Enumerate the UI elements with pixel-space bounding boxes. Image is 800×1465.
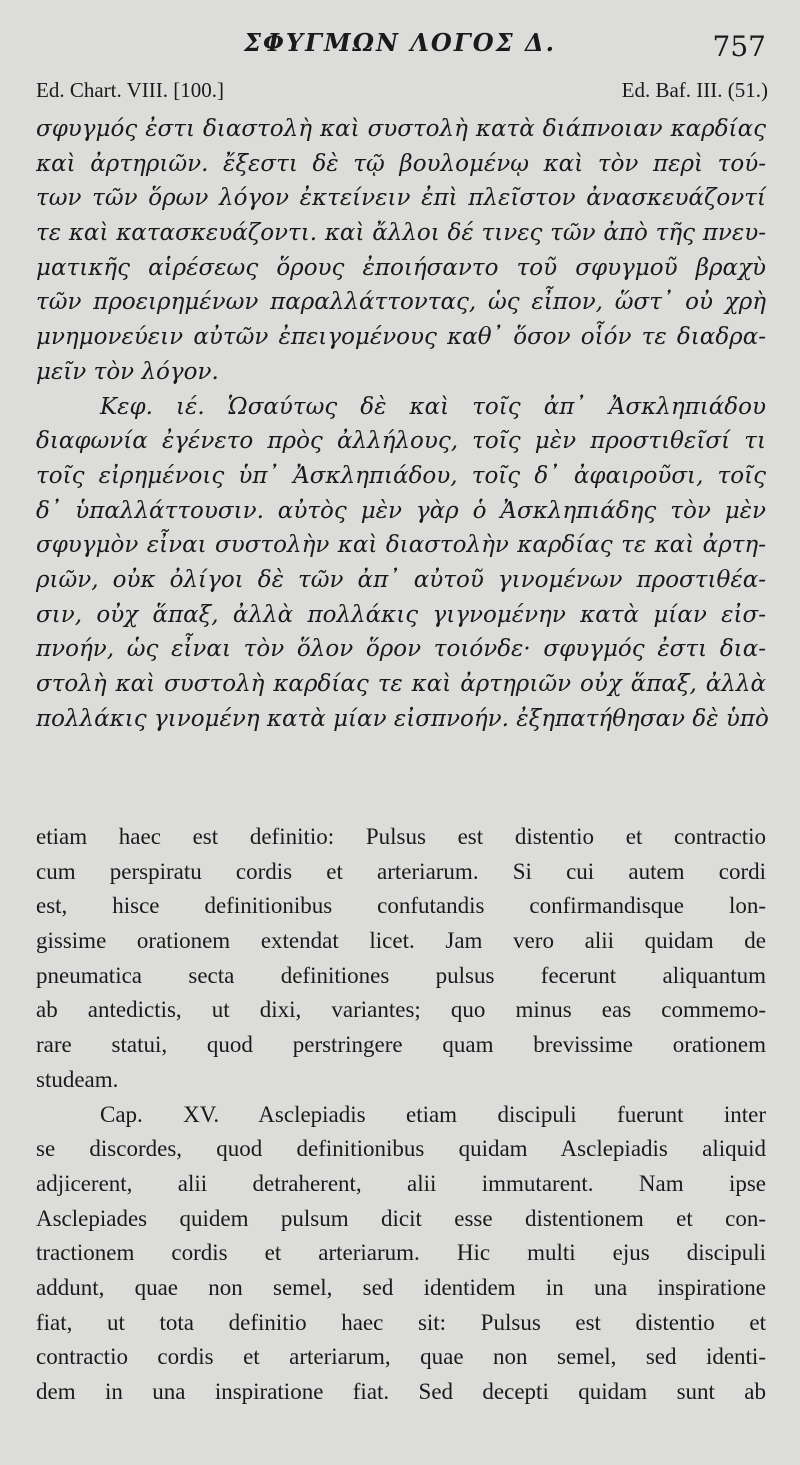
latin-text-line: gissime orationem extendat licet. Jam vero alii quidam de bbox=[36, 928, 766, 954]
latin-text-line: est, hisce definitionibus confutandis confirmandisque lon- bbox=[36, 893, 766, 919]
latin-text-line: dem in una inspiratione fiat. Sed decepti quidam sunt ab bbox=[36, 1379, 766, 1404]
greek-text-line: δ᾽ ὑπαλλάττουσιν. αὐτὸς μὲν γὰρ ὁ Ἀσκληπιάδης τὸν μὲν bbox=[36, 497, 766, 524]
greek-text-line: σφυγμὸν εἶναι συστολὴν καὶ διαστολὴν καρδίας τε καὶ ἀρτη- bbox=[36, 532, 766, 559]
greek-text-line: διαφωνία ἐγένετο πρὸς ἀλλήλους, τοῖς μὲν προστιθεῖσί τι bbox=[36, 428, 766, 455]
edition-reference-left: Ed. Chart. VIII. [100.] bbox=[36, 78, 224, 102]
greek-text-line: Κεφ. ιέ. Ὡσαύτως δὲ καὶ τοῖς ἀπ᾽ Ἀσκληπιάδου bbox=[100, 393, 766, 420]
greek-text-line: στολὴ καὶ συστολὴ καρδίας τε καὶ ἀρτηριῶν οὐχ ἅπαξ, ἀλλὰ bbox=[36, 671, 766, 697]
greek-text-line: καὶ ἀρτηριῶν. ἔξεστι δὲ τῷ βουλομένῳ καὶ τὸν περὶ τού- bbox=[36, 150, 766, 177]
latin-text-line: rare statui, quod perstringere quam brevissime orationem bbox=[36, 1032, 766, 1058]
greek-text-line: ριῶν, οὐκ ὀλίγοι δὲ τῶν ἀπ᾽ αὐτοῦ γινομένων προστιθέα- bbox=[36, 566, 766, 593]
greek-text-line: τοῖς εἰρημένοις ὑπ᾽ Ἀσκληπιάδου, τοῖς δ᾽ ἀφαιροῦσι, τοῖς bbox=[36, 462, 766, 489]
greek-text-line: μνημονεύειν αὐτῶν ἐπειγομένους καθ᾽ ὅσον οἷόν τε διαδρα- bbox=[36, 324, 766, 351]
greek-text-line: τῶν προειρημένων παραλλάττοντας, ὡς εἶπον, ὥστ᾽ οὐ χρὴ bbox=[36, 289, 766, 316]
latin-text-line: se discordes, quod definitionibus quidam Asclepiadis aliquid bbox=[36, 1136, 766, 1162]
edition-reference-right: Ed. Baf. III. (51.) bbox=[621, 78, 768, 102]
edition-references bbox=[36, 78, 768, 103]
latin-text-line: contractio cordis et arteriarum, quae non semel, sed identi- bbox=[36, 1344, 766, 1370]
latin-text-line: Cap. XV. Asclepiadis etiam discipuli fuerunt inter bbox=[100, 1101, 766, 1127]
latin-text-line: cum perspiratu cordis et arteriarum. Si cui autem cordi bbox=[36, 858, 766, 884]
running-title: ΣΦΥΓΜΩΝ ΛΟΓΟΣ Δ. bbox=[243, 28, 557, 57]
greek-text-line: πολλάκις γινομένη κατὰ μίαν εἰσπνοήν. ἐξηπατήθησαν δὲ ὑπὸ bbox=[36, 705, 769, 732]
page-number: 757 bbox=[712, 30, 766, 63]
latin-text-line: tractionem cordis et arteriarum. Hic multi ejus discipuli bbox=[36, 1240, 766, 1266]
latin-text-line: pneumatica secta definitiones pulsus fecerunt aliquantum bbox=[36, 962, 766, 988]
latin-text-block bbox=[36, 820, 766, 1410]
latin-text-line: adjicerent, alii detraherent, alii immutarent. Nam ipse bbox=[36, 1170, 766, 1196]
greek-text-line: σιν, οὐχ ἅπαξ, ἀλλὰ πολλάκις γιγνομένην κατὰ μίαν εἰσ- bbox=[36, 601, 766, 628]
greek-text-line: των τῶν ὅρων λόγον ἐκτείνειν ἐπὶ πλεῖστον ἀνασκευάζοντί bbox=[36, 185, 766, 212]
greek-text-line: πνοήν, ὡς εἶναι τὸν ὅλον ὅρον τοιόνδε· σφυγμός ἐστι δια- bbox=[36, 636, 766, 663]
greek-text-line: ματικῆς αἱρέσεως ὅρους ἐποιήσαντο τοῦ σφυγμοῦ βραχὺ bbox=[36, 254, 766, 281]
latin-text-line: etiam haec est definitio: Pulsus est distentio et contractio bbox=[36, 824, 766, 849]
greek-text-line: τε καὶ κατασκευάζοντι. καὶ ἄλλοι δέ τινες τῶν ἀπὸ τῆς πνευ- bbox=[36, 220, 766, 247]
greek-text-line: σφυγμός ἐστι διαστολὴ καὶ συστολὴ κατὰ διάπνοιαν καρδίας bbox=[36, 116, 766, 142]
latin-text-line: Asclepiades quidem pulsum dicit esse distentionem et con- bbox=[36, 1205, 766, 1231]
latin-text-line: addunt, quae non semel, sed identidem in una inspiratione bbox=[36, 1274, 766, 1300]
latin-text-line: fiat, ut tota definitio haec sit: Pulsus est distentio et bbox=[36, 1309, 766, 1335]
greek-text-block bbox=[36, 112, 769, 736]
latin-text-line: ab antedictis, ut dixi, variantes; quo minus eas commemo- bbox=[36, 997, 766, 1023]
greek-text-line: μεῖν τὸν λόγον. bbox=[36, 358, 219, 385]
latin-text-line: studeam. bbox=[36, 1066, 119, 1092]
